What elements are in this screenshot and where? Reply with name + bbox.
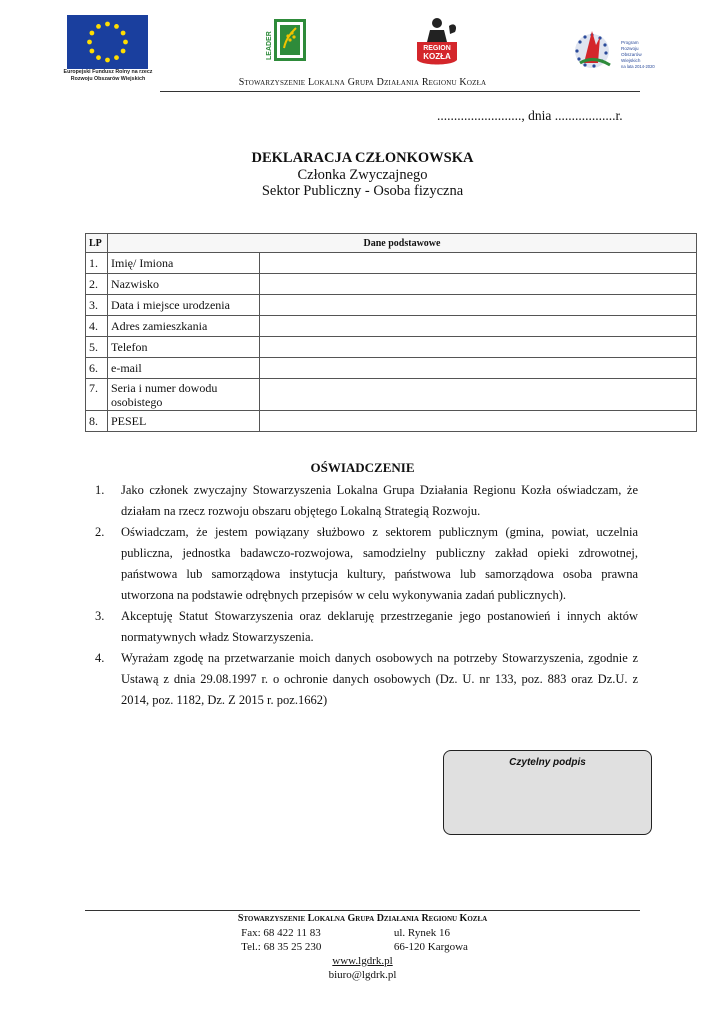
statement-item [95,480,638,522]
footer-row-web [0,955,725,967]
prow-line2: Rozwoju [621,46,639,51]
statement-text: Jako członek zwyczajny Stowarzyszenia Lokalna Grupa Działania Regionu Kozła oświadczam, że działam na rzecz rozwoju obszaru objętego Lokalną Strategią Rozwoju. [121,483,638,518]
table-row [86,253,697,274]
prow-line3: Obszarów [621,52,642,57]
footer-email[interactable]: biuro@lgdrk.pl [328,969,397,981]
footer-website-link[interactable]: www.lgdrk.pl [332,955,393,967]
statement-number: 4. [95,651,105,665]
footer-street: ul. Rynek 16 [393,927,450,939]
footer-org-name: Stowarzyszenie Lokalna Grupa Działania Regionu Kozła [237,913,488,924]
document-subtitle-sector: Sektor Publiczny - Osoba fizyczna [261,183,464,199]
row-number: 7. [86,379,108,411]
footer-row-tel [0,941,725,953]
table-row [86,411,697,432]
statement-number: 2. [95,525,105,539]
table-row [86,379,697,411]
row-label: Nazwisko [108,274,260,295]
basic-data-table [85,233,697,432]
row-label: Data i miejsce urodzenia [108,295,260,316]
leader-text: LEADER [266,31,273,60]
birth-date-place-field[interactable] [260,295,697,316]
region-logo-line2: KOZŁA [423,52,451,61]
last-name-field[interactable] [260,274,697,295]
date-line[interactable]: ........................., dnia ..................r. [437,108,623,123]
statement-item [95,648,638,711]
region-kozla-logo [412,16,462,66]
table-row [86,358,697,379]
table-row [86,295,697,316]
first-name-field[interactable] [260,253,697,274]
header-divider [160,91,640,92]
row-number: 5. [86,337,108,358]
row-number: 2. [86,274,108,295]
footer-tel: Tel.: 68 35 25 230 [241,941,322,953]
row-label: Adres zamieszkania [108,316,260,337]
phone-field[interactable] [260,337,697,358]
row-label: e-mail [108,358,260,379]
row-number: 3. [86,295,108,316]
prow-line4: Wiejskich [621,58,641,63]
row-number: 4. [86,316,108,337]
eu-caption-line1: Europejski Fundusz Rolny na rzecz [63,69,153,75]
row-number: 6. [86,358,108,379]
statement-text: Wyrażam zgodę na przetwarzanie moich danych osobowych na potrzeby Stowarzyszenia, zgodnie z Ustawą z dnia 29.08.1997 r. o ochronie danych osobowych (Dz. U. nr 133, poz. 883 oraz Dz.U. z 2014, poz. 1182, Dz. Z 2015 r. poz.1662) [121,651,638,707]
row-label: PESEL [108,411,260,432]
footer-fax: Fax: 68 422 11 83 [241,927,321,939]
statement-number: 1. [95,483,105,497]
statement-number: 3. [95,609,105,623]
footer-city: 66-120 Kargowa [393,941,468,953]
address-field[interactable] [260,316,697,337]
table-row [86,274,697,295]
eu-fund-caption [62,69,154,82]
pesel-field[interactable] [260,411,697,432]
prow-line5: na lata 2014-2020 [621,64,655,69]
declaration-heading: OŚWIADCZENIE [310,460,415,475]
table-row [86,337,697,358]
prow-line1: Program [621,40,639,45]
document-title: DEKLARACJA CZŁONKOWSKA [251,150,474,166]
eu-stars-icon [67,15,148,69]
statement-item [95,522,638,606]
statement-text: Oświadczam, że jestem powiązany służbowo z sektorem publicznym (gmina, powiat, uczelnia publiczna, jednostka badawczo-rozwojowa, samodzielny publiczny zakład opieki zdrowotnej, państwowa lub samorządowa instytucja kultury, państwowa lub samorządowa osoba prawna utworzona na podstawie odrębnych przepisów w celu wykonywania zadań publicznych). [121,525,638,602]
footer-row-email [0,969,725,981]
row-label: Seria i numer dowodu osobistego [108,379,260,411]
email-field[interactable] [260,358,697,379]
leader-logo [262,18,307,62]
eu-flag-logo [67,15,148,69]
header-org-name: Stowarzyszenie Lokalna Grupa Działania Regionu Kozła [238,77,487,88]
footer-divider [85,910,640,911]
prow-logo [572,23,662,79]
signature-box[interactable] [443,750,652,835]
row-number: 8. [86,411,108,432]
statement-text: Akceptuję Statut Stowarzyszenia oraz deklaruję przestrzeganie jego postanowień i innych aktów normatywnych władz Stowarzyszenia. [121,609,638,644]
table-header-main: Dane podstawowe [108,234,697,253]
region-logo-line1: REGION [423,45,451,52]
signature-label: Czytelny podpis [509,757,586,768]
row-number: 1. [86,253,108,274]
document-subtitle-member: Członka Zwyczajnego [297,167,428,183]
table-header-lp: LP [86,234,108,253]
statement-item [95,606,638,648]
footer-row-fax [0,927,725,939]
id-number-field[interactable] [260,379,697,411]
table-row [86,316,697,337]
row-label: Telefon [108,337,260,358]
eu-caption-line2: Rozwoju Obszarów Wiejskich [70,75,146,82]
row-label: Imię/ Imiona [108,253,260,274]
